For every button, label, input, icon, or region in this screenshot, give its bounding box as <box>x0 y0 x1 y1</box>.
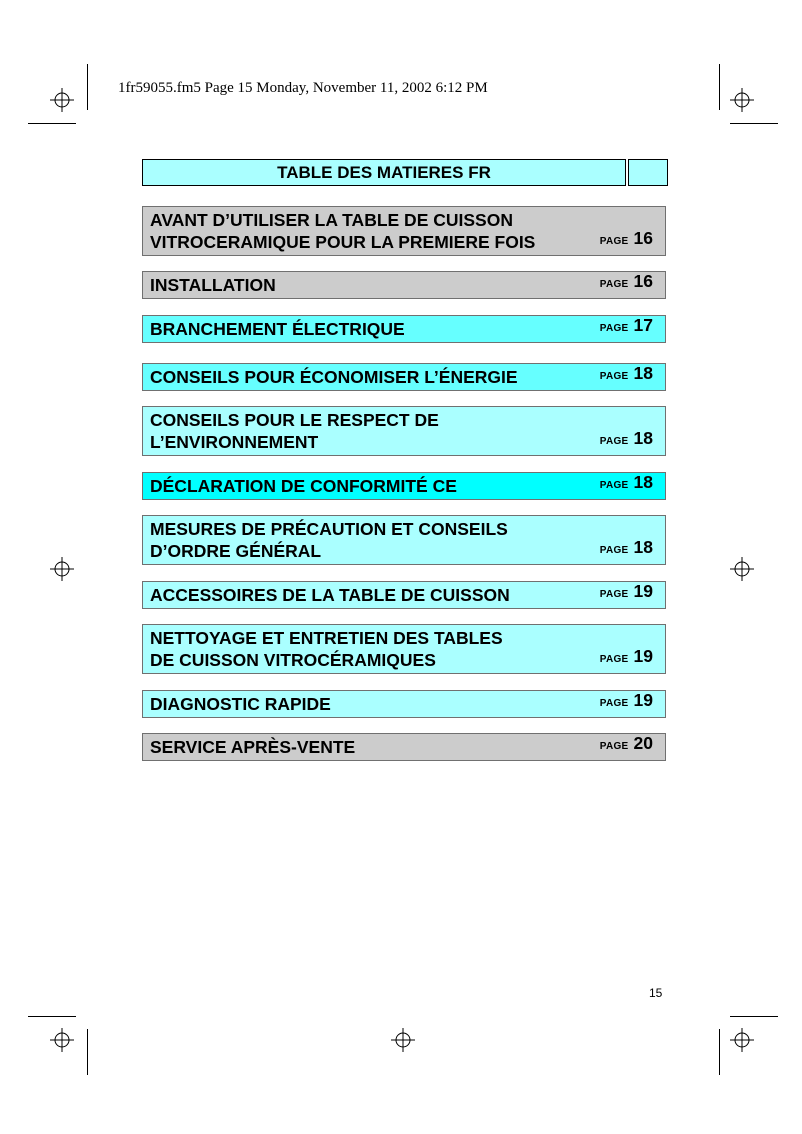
toc-entry[interactable] <box>142 406 666 456</box>
toc-entry-page: PAGE 16 <box>599 271 653 291</box>
toc-entry-label: MESURES DE PRÉCAUTION ET CONSEILS D’ORDRE GÉNÉRAL <box>150 519 508 561</box>
registration-mark-icon <box>391 1028 415 1052</box>
toc-entry[interactable] <box>142 315 666 343</box>
toc-entry-label: BRANCHEMENT ÉLECTRIQUE <box>150 319 405 339</box>
crop-mark <box>87 64 88 110</box>
toc-entry-page: PAGE 19 <box>599 690 653 710</box>
toc-entry-label: INSTALLATION <box>150 275 276 295</box>
toc-entry-page: PAGE 19 <box>599 646 653 666</box>
toc-title: TABLE DES MATIERES FR <box>142 159 626 186</box>
toc-entry-page: PAGE 18 <box>599 428 653 448</box>
toc-entry-page: PAGE 16 <box>599 228 653 248</box>
toc-entry[interactable] <box>142 472 666 500</box>
crop-mark <box>719 1029 720 1075</box>
toc-entry-page: PAGE 17 <box>599 315 653 335</box>
registration-mark-icon <box>730 557 754 581</box>
toc-entry-label: SERVICE APRÈS-VENTE <box>150 737 356 757</box>
crop-mark <box>87 1029 88 1075</box>
page-number: 15 <box>649 986 663 1000</box>
toc-entry[interactable] <box>142 363 666 391</box>
crop-mark <box>719 64 720 110</box>
toc-entry-page: PAGE 18 <box>599 363 653 383</box>
toc-entry-label: DIAGNOSTIC RAPIDE <box>150 694 331 714</box>
crop-mark <box>28 1016 76 1017</box>
toc-entry-page: PAGE 18 <box>599 537 653 557</box>
toc-entry[interactable] <box>142 733 666 761</box>
toc-entry[interactable] <box>142 271 666 299</box>
toc-entry-label: DÉCLARATION DE CONFORMITÉ CE <box>150 476 457 496</box>
registration-mark-icon <box>50 557 74 581</box>
toc-entry-label: CONSEILS POUR ÉCONOMISER L’ÉNERGIE <box>150 367 518 387</box>
toc-entry[interactable] <box>142 581 666 609</box>
toc-title-side-box <box>628 159 668 186</box>
toc-entry-page: PAGE 18 <box>599 472 653 492</box>
crop-mark <box>730 1016 778 1017</box>
registration-mark-icon <box>730 1028 754 1052</box>
toc-entry[interactable] <box>142 624 666 674</box>
toc-entry-label: NETTOYAGE ET ENTRETIEN DES TABLES DE CUISSON VITROCÉRAMIQUES <box>150 628 503 670</box>
print-header: 1fr59055.fm5 Page 15 Monday, November 11, 2002 6:12 PM <box>118 80 488 96</box>
toc-entry-page: PAGE 19 <box>599 581 653 601</box>
toc-entry[interactable] <box>142 690 666 718</box>
crop-mark <box>730 123 778 124</box>
registration-mark-icon <box>50 1028 74 1052</box>
crop-mark <box>28 123 76 124</box>
toc-entry[interactable] <box>142 515 666 565</box>
toc-entry-label: ACCESSOIRES DE LA TABLE DE CUISSON <box>150 585 510 605</box>
toc-entry-page: PAGE 20 <box>599 733 653 753</box>
toc-entry-label: AVANT D’UTILISER LA TABLE DE CUISSON VITROCERAMIQUE POUR LA PREMIERE FOIS <box>150 210 536 252</box>
registration-mark-icon <box>730 88 754 112</box>
toc-entry-label: CONSEILS POUR LE RESPECT DE L’ENVIRONNEMENT <box>150 410 439 452</box>
toc-entry[interactable] <box>142 206 666 256</box>
registration-mark-icon <box>50 88 74 112</box>
